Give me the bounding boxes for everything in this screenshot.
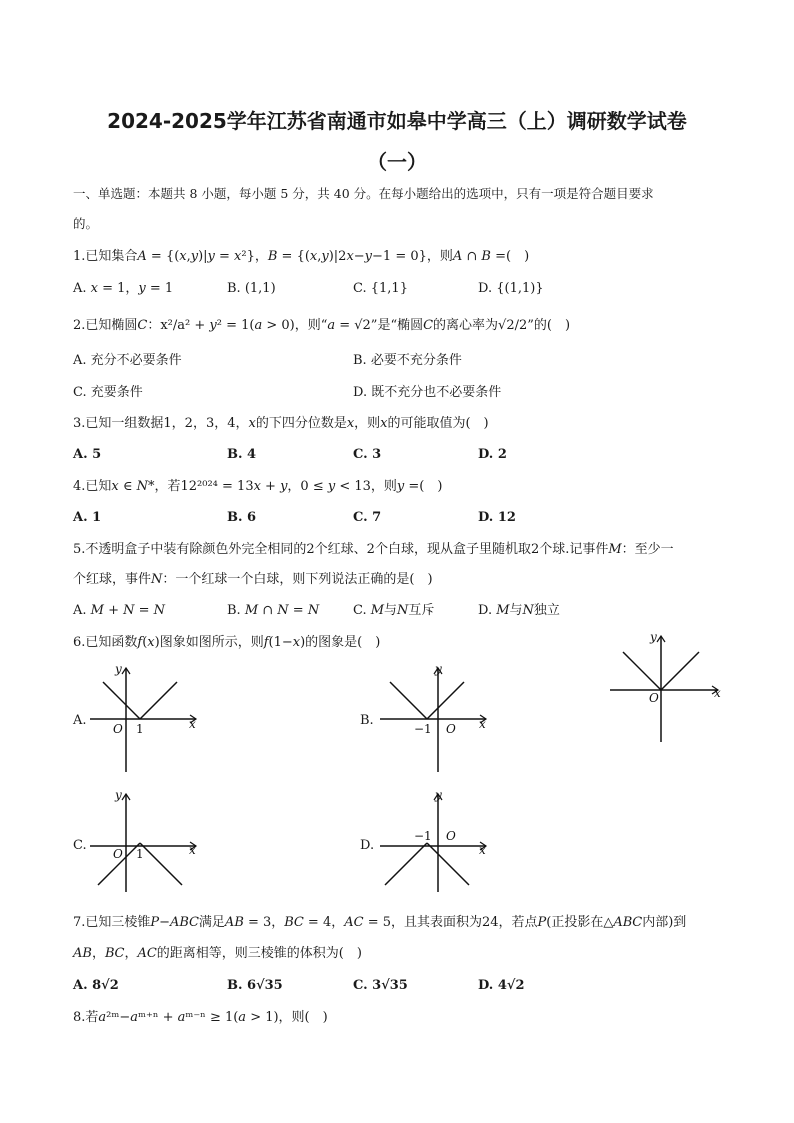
- question-1-stem: 1.已知集合𝐴 = {(𝑥,𝑦)|𝑦 = 𝑥²}，𝐵 = {(𝑥,𝑦)|2𝑥−𝑦−1 = 0}，则𝐴 ∩ 𝐵 =( ): [73, 249, 530, 264]
- graph-d-origin-label: O: [446, 829, 456, 843]
- graph-c-tick-label: 1: [136, 847, 144, 861]
- graph-reference-fx: [600, 630, 730, 745]
- graph-d-right-branch: [427, 843, 469, 885]
- q1-option-b[interactable]: B. (1,1): [227, 281, 276, 296]
- question-5-stem-cont: 个红球，事件𝑁：一个红球一个白球，则下列说法正确的是( ): [73, 572, 433, 587]
- q1-option-a[interactable]: A. 𝑥 = 1，𝑦 = 1: [73, 281, 174, 296]
- graph-ref-left-branch: [623, 652, 661, 690]
- question-4-stem: 4.已知𝑥 ∈ 𝑁*，若12²⁰²⁴ = 13𝑥 + 𝑦，0 ≤ 𝑦 < 13，则𝑦 =( ): [73, 479, 443, 494]
- graph-d-y-label: y: [435, 788, 442, 802]
- q3-option-c[interactable]: C. 3: [353, 447, 382, 462]
- question-6-stem: 6.已知函数𝑓(𝑥)图象如图所示，则𝑓(1−𝑥)的图象是( ): [73, 635, 381, 650]
- q6-option-d[interactable]: D.: [360, 838, 375, 853]
- q2-option-d[interactable]: D. 既不充分也不必要条件: [353, 385, 502, 400]
- q5-option-b[interactable]: B. 𝑀 ∩ 𝑁 = 𝑁: [227, 603, 320, 618]
- graph-option-b[interactable]: [378, 662, 503, 777]
- graph-ref-origin-label: O: [649, 691, 659, 705]
- graph-c-y-label: y: [115, 788, 122, 802]
- graph-ref-x-label: x: [714, 686, 721, 700]
- q3-option-b[interactable]: B. 4: [227, 447, 257, 462]
- q2-option-a[interactable]: A. 充分不必要条件: [73, 353, 182, 368]
- question-2-stem: 2.已知椭圆𝐶：x²/a² + 𝑦² = 1(𝑎 > 0)，则“𝑎 = √2”是“椭圆𝐶的离心率为√2/2”的( ): [73, 318, 571, 333]
- q7-option-a[interactable]: A. 8√2: [73, 978, 119, 993]
- graph-a-left-branch: [103, 682, 140, 719]
- graph-a-right-branch: [140, 682, 177, 719]
- question-5-stem: 5.不透明盒子中装有除颜色外完全相同的2个红球、2个白球，现从盒子里随机取2个球.记事件𝑀：至少一: [73, 542, 674, 557]
- q5-option-c[interactable]: C. 𝑀与𝑁互斥: [353, 603, 435, 618]
- q4-option-c[interactable]: C. 7: [353, 510, 382, 525]
- graph-a-y-label: y: [115, 662, 122, 676]
- q6-option-a[interactable]: A.: [73, 713, 87, 728]
- graph-b-right-branch: [427, 682, 464, 719]
- graph-a-tick-label: 1: [136, 722, 144, 736]
- graph-c-right-branch: [140, 843, 182, 885]
- q2-option-b[interactable]: B. 必要不充分条件: [353, 353, 462, 368]
- graph-ref-y-label: y: [650, 630, 657, 644]
- q1-option-d[interactable]: D. {(1,1)}: [478, 281, 544, 296]
- graph-b-x-label: x: [479, 717, 486, 731]
- q5-option-a[interactable]: A. 𝑀 + 𝑁 = 𝑁: [73, 603, 166, 618]
- question-7-stem: 7.已知三棱锥𝑃−𝐴𝐵𝐶满足𝐴𝐵 = 3，𝐵𝐶 = 4，𝐴𝐶 = 5，且其表面积为24，若点𝑃(正投影在△𝐴𝐵𝐶内部)到: [73, 915, 687, 930]
- graph-a-origin-label: O: [113, 722, 123, 736]
- graph-d-tick-label: −1: [414, 829, 432, 843]
- graph-c-origin-label: O: [113, 847, 123, 861]
- graph-option-c[interactable]: [88, 788, 213, 898]
- q1-option-c[interactable]: C. {1,1}: [353, 281, 408, 296]
- q3-option-a[interactable]: A. 5: [73, 447, 102, 462]
- graph-b-origin-label: O: [446, 722, 456, 736]
- graph-c-x-label: x: [189, 843, 196, 857]
- q6-option-c[interactable]: C.: [73, 838, 87, 853]
- section-heading-line2: 的。: [73, 216, 99, 231]
- q4-option-d[interactable]: D. 12: [478, 510, 516, 525]
- graph-b-tick-label: −1: [414, 722, 432, 736]
- question-8-stem: 8.若𝑎²ᵐ−𝑎ᵐ⁺ⁿ + 𝑎ᵐ⁻ⁿ ≥ 1(𝑎 > 1)，则( ): [73, 1010, 328, 1025]
- section-heading-line1: 一、单选题：本题共 8 小题，每小题 5 分，共 40 分。在每小题给出的选项中，只有一项是符合题目要求: [73, 186, 654, 201]
- graph-option-a[interactable]: [88, 662, 213, 777]
- graph-b-y-label: y: [435, 662, 442, 676]
- q2-option-c[interactable]: C. 充要条件: [73, 385, 143, 400]
- q7-option-b[interactable]: B. 6√35: [227, 978, 283, 993]
- graph-d-left-branch: [385, 843, 427, 885]
- graph-option-d[interactable]: [378, 788, 503, 898]
- question-7-stem-cont: 𝐴𝐵，𝐵𝐶，𝐴𝐶的距离相等，则三棱锥的体积为( ): [73, 946, 362, 961]
- q7-option-d[interactable]: D. 4√2: [478, 978, 525, 993]
- graph-d-x-label: x: [479, 843, 486, 857]
- graph-ref-right-branch: [661, 652, 699, 690]
- q4-option-a[interactable]: A. 1: [73, 510, 102, 525]
- q7-option-c[interactable]: C. 3√35: [353, 978, 408, 993]
- graph-a-x-label: x: [189, 717, 196, 731]
- paper-title-line2: （一）: [367, 150, 427, 174]
- graph-b-left-branch: [390, 682, 427, 719]
- q4-option-b[interactable]: B. 6: [227, 510, 257, 525]
- q3-option-d[interactable]: D. 2: [478, 447, 507, 462]
- paper-title-line1: 2024-2025学年江苏省南通市如皋中学高三（上）调研数学试卷: [107, 109, 687, 133]
- q6-option-b[interactable]: B.: [360, 713, 374, 728]
- question-3-stem: 3.已知一组数据1，2，3，4，𝑥的下四分位数是𝑥，则𝑥的可能取值为( ): [73, 416, 489, 431]
- q5-option-d[interactable]: D. 𝑀与𝑁独立: [478, 603, 560, 618]
